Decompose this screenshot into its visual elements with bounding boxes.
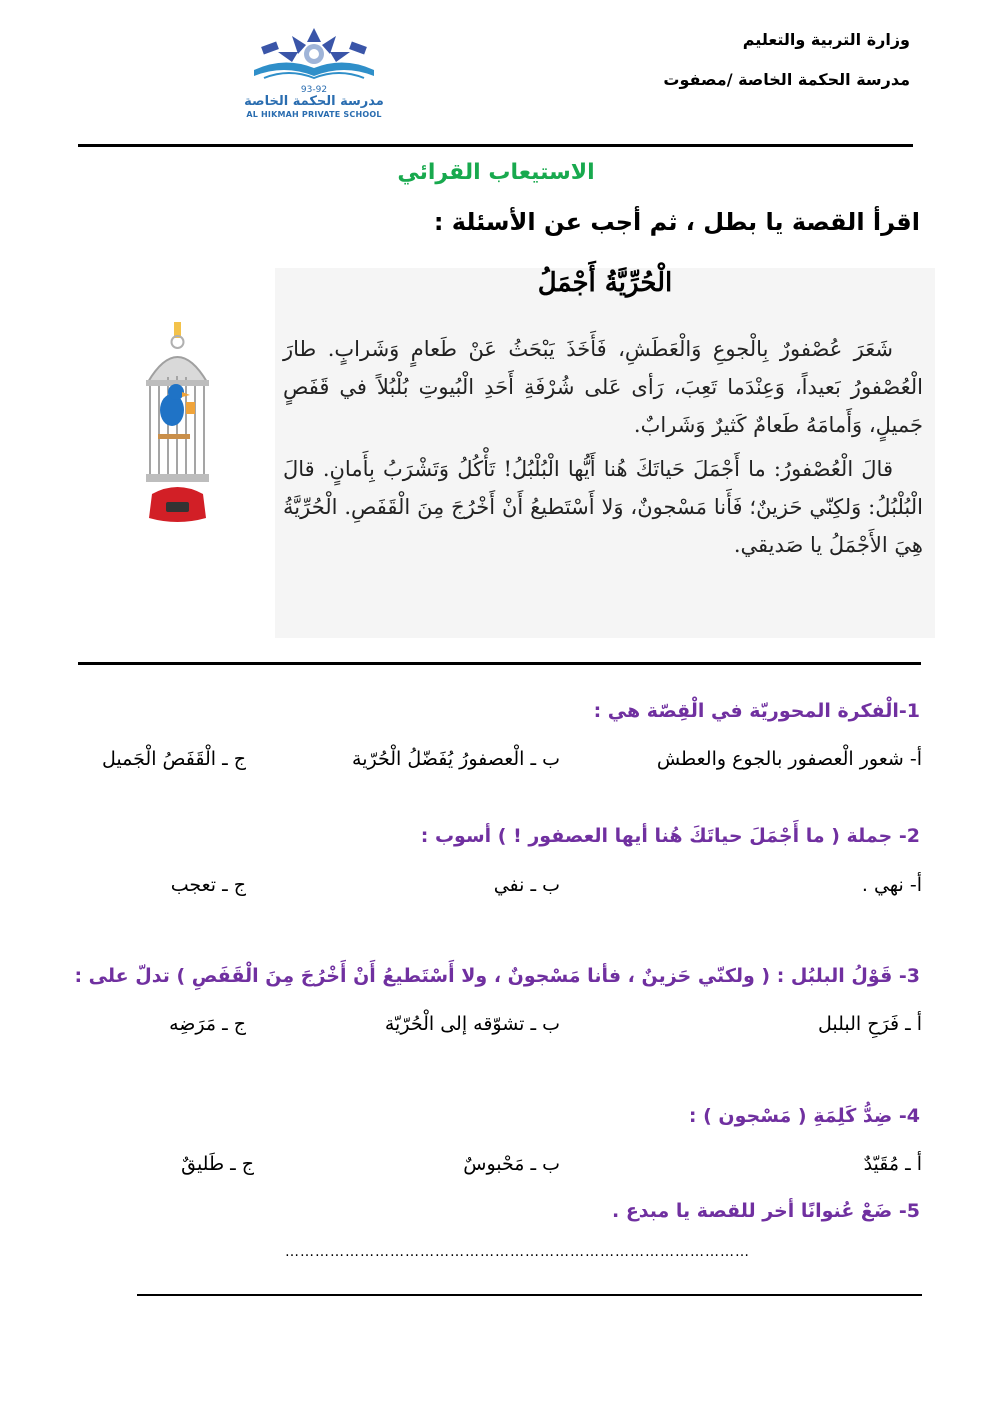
q1-option-c: ج ـ الْقَفَصُ الْجَميل [102, 748, 246, 770]
logo-years: 93-92 [300, 85, 328, 95]
logo-arabic-name: مدرسة الحكمة الخاصة [244, 94, 384, 109]
q3-option-c: ج ـ مَرَضِه [169, 1013, 246, 1035]
logo-english-name: AL HIKMAH PRIVATE SCHOOL [246, 110, 382, 119]
q3-option-b: ب ـ تشوّقه إلى الْحُرّيّة [384, 1013, 560, 1035]
logo-emblem-icon [254, 28, 374, 78]
instruction: اقرأ القصة يا بطل ، ثم أجب عن الأسئلة : [433, 208, 920, 236]
question-5: 5- ضَعْ عُنوانًا أخر للقصة يا مبدع . [612, 1200, 920, 1222]
question-3: 3- قَوْلُ البلبُل : ( ولكنّي حَزينٌ ، فأنا مَسْجونٌ ، ولا أَسْتَطيعُ أَنْ أَخْرُجَ مِنَ الْقَفَصِ ) تدلّ على : [74, 965, 920, 987]
q3-option-a: أ ـ فَرَحِ البلبل [817, 1013, 922, 1035]
answer-line[interactable]: ………………………………………………………………………………… [285, 1244, 750, 1260]
header-divider [78, 144, 913, 147]
question-2: 2- جملة ( ما أَجْمَلَ حياتَكَ هُنا أيها العصفور ! ) أسوب : [420, 825, 920, 847]
q1-option-a: أ- شعور الْعصفور بالجوع والعطش [656, 748, 922, 770]
section-divider [78, 662, 921, 665]
story-text [283, 330, 923, 570]
page-title: الاستيعاب القرائي [397, 160, 595, 185]
story-paragraph-2: قالَ الْعُصْفورُ: ما أَجْمَلَ حَياتَكَ هُنا أَيُّها الْبُلْبُلُ! تَأْكُلُ وَتَشْرَبُ بِأَمانٍ. قالَ الْبُلْبُلُ: وَلكِنّي حَزينٌ؛ فَأَنا مَسْجونٌ، وَلا أَسْتَطيعُ أَنْ أَخْرُجَ مِنَ الْقَفَصِ. الْحُرِّيَّةُ هِيَ الأَجْمَلُ يا صَديقي. [283, 457, 923, 557]
q2-option-c: ج ـ تعجب [170, 874, 246, 896]
question-4: 4- ضِدُّ كَلِمَةِ ( مَسْجون ) : [688, 1105, 920, 1127]
question-1: 1-الْفكرة المحوريّة في الْقِصّة هي : [593, 700, 920, 722]
q2-option-a: أ- نهي . [861, 874, 922, 896]
story-title: الْحُرِّيَّةُ أَجْمَلُ [537, 268, 673, 298]
q4-option-a: أ ـ مُقَيّدٌ [863, 1153, 922, 1175]
q4-option-b: ب ـ مَحْبوسٌ [463, 1153, 560, 1175]
story-paragraph-1: شَعَرَ عُصْفورٌ بِالْجوعِ وَالْعَطَشِ، فَأَخَذَ يَبْحَثُ عَنْ طَعامٍ وَشَرابٍ. طارَ الْعُصْفورُ بَعيداً، وَعِنْدَما تَعِبَ، رَأى عَلى شُرْفَةِ أَحَدِ الْبُيوتِ بُلْبُلاً في قَفَصٍ جَميلٍ، وَأَمامَهُ طَعامٌ كَثيرٌ وَشَرابٌ. [283, 337, 923, 437]
footer-divider [137, 1294, 922, 1296]
birdcage-icon [140, 322, 215, 527]
ministry-name: وزارة التربية والتعليم [742, 30, 910, 49]
school-name: مدرسة الحكمة الخاصة /مصفوت [663, 70, 910, 89]
q4-option-c: ج ـ طَليقٌ [181, 1153, 254, 1175]
q2-option-b: ب ـ نفي [493, 874, 560, 896]
q1-option-b: ب ـ الْعصفورُ يُفَضّلُ الْحُرّية [352, 748, 560, 770]
